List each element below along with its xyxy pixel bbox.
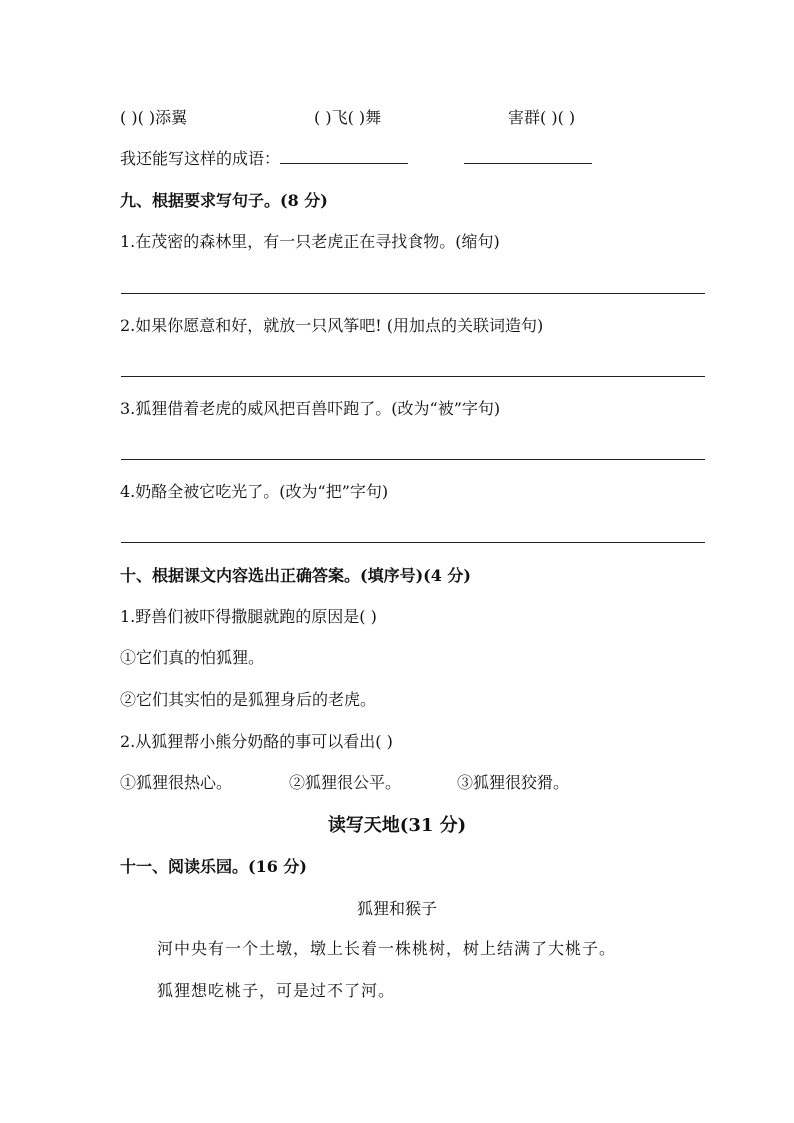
question-9-1: 1.在茂密的森林里，有一只老虎正在寻找食物。(缩句) — [120, 232, 500, 251]
answer-blank-1[interactable] — [280, 149, 408, 164]
section-10-heading: 十、根据课文内容选出正确答案。(填序号)(4 分) — [120, 566, 471, 585]
question-9-4: 4.奶酪全被它吃光了。(改为“把”字句) — [120, 482, 389, 501]
story-title: 狐狸和猴子 — [356, 899, 437, 918]
question-9-3: 3.狐狸借着老虎的威风把百兽吓跑了。(改为“被”字句) — [120, 399, 501, 418]
story-paragraph-2: 狐狸想吃桃子，可是过不了河。 — [157, 981, 396, 1000]
option-10-1-a: ①它们真的怕狐狸。 — [120, 648, 265, 667]
option-10-2-a: ①狐狸很热心。 — [120, 773, 233, 792]
question-10-2: 2.从狐狸帮小熊分奶酪的事可以看出( ) — [120, 732, 393, 751]
section-9-heading: 九、根据要求写句子。(8 分) — [120, 191, 328, 210]
question-9-2: 2.如果你愿意和好，就放一只风筝吧! (用加点的关联词造句) — [120, 316, 544, 335]
idiom-blank-2: ( )飞( )舞 — [314, 108, 382, 127]
answer-blank-2[interactable] — [464, 149, 592, 164]
answer-line-9-2[interactable] — [121, 376, 705, 377]
answer-line-9-4[interactable] — [121, 542, 705, 543]
option-10-2-b: ②狐狸很公平。 — [289, 773, 402, 792]
idiom-blank-3: 害群( )( ) — [508, 108, 576, 127]
answer-line-9-3[interactable] — [121, 459, 705, 460]
option-10-2-c: ③狐狸很狡猾。 — [457, 773, 570, 792]
idiom-blank-1: ( )( )添翼 — [120, 108, 188, 127]
answer-line-9-1[interactable] — [121, 293, 705, 294]
option-10-1-b: ②它们其实怕的是狐狸身后的老虎。 — [120, 690, 377, 709]
story-paragraph-1: 河中央有一个土墩，墩上长着一株桃树，树上结满了大桃子。 — [157, 939, 617, 958]
part-title: 读写天地(31 分) — [327, 815, 467, 836]
idiom-prompt-row — [120, 149, 592, 169]
section-11-heading: 十一、阅读乐园。(16 分) — [120, 857, 307, 876]
question-10-1: 1.野兽们被吓得撒腿就跑的原因是( ) — [120, 607, 377, 626]
idiom-prompt-label: 我还能写这样的成语： — [120, 149, 281, 168]
